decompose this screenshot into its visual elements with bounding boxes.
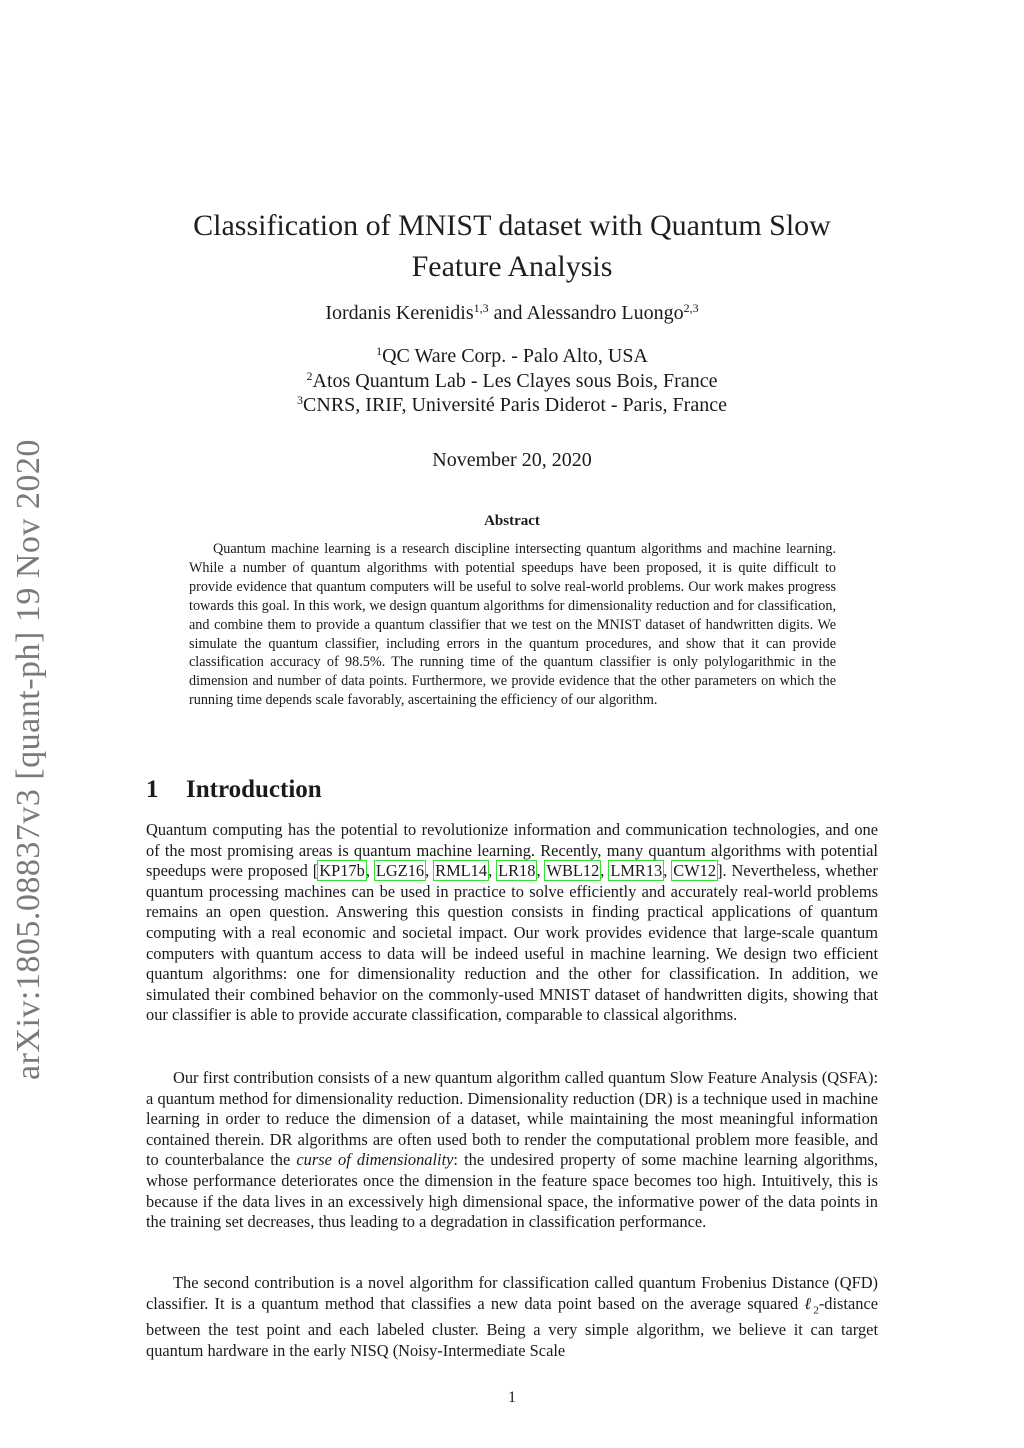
intro-paragraph: Quantum computing has the potential to revolutionize information and communication technologies, and one of the most promising areas is quantum machine learning. Recently, many quantum algorithms with potential speedups were proposed [KP17b, LGZ16, RML14, LR18, WBL12, LMR13, CW12]. Nevertheless, whether quantum processing machines can be used in practice to solve efficiently and accurately real-world problems remains an open question. Answering this question consists in finding practical applications of quantum computing with a real economic and societal impact. Our work provides evidence that large-scale quantum computers with quantum access to data will be indeed useful in machine learning. We design two efficient quantum algorithms: one for dimensionality reduction and the other for classification. In addition, we simulated their combined behavior on the commonly-used MNIST dataset of handwritten digits, showing that our classifier is able to provide accurate classification, comparable to classical algorithms.: [146, 820, 879, 1025]
section-title: Introduction: [186, 776, 322, 803]
author-affil-marker: 1,3: [473, 301, 489, 315]
paragraph-text: ]. Nevertheless, whether quantum processing machines can be used in practice to solve efficiently and accurately real-world problems remains an open question. Answering this question consists in finding practical applications of quantum computing with a real economic and societal impact. Our work provides evidence that large-scale quantum computers with quantum access to data will be indeed useful in machine learning. We design two efficient quantum algorithms: one for dimensionality reduction and the other for classification. In addition, we simulated their combined behavior on the commonly-used MNIST dataset of handwritten digits, showing that our classifier is able to provide accurate classification, comparable to classical algorithms.: [146, 861, 879, 1025]
paragraph-text: -distance between the test point and each labeled cluster. Being a very simple algorithm, we believe it can target quantum hardware in the early NISQ (Noisy-Intermediate Scale: [146, 1293, 878, 1361]
arxiv-identifier[interactable]: arXiv:1805.08837v3 [quant-ph] 19 Nov 2020: [10, 439, 47, 1080]
author-name: Alessandro Luongo: [526, 302, 684, 324]
abstract-heading: Abstract: [484, 513, 540, 529]
affiliation-marker: 3: [297, 393, 304, 407]
citation-link[interactable]: LGZ16: [375, 861, 425, 881]
publication-date: November 20, 2020: [432, 449, 592, 471]
page-number: 1: [508, 1389, 516, 1406]
author-name: Iordanis Kerenidis: [325, 302, 474, 324]
citation-link[interactable]: LR18: [498, 861, 536, 881]
citation-link[interactable]: KP17b: [319, 861, 365, 881]
author-affil-marker: 2,3: [683, 301, 699, 315]
abstract-body: Quantum machine learning is a research discipline intersecting quantum algorithms and machine learning. While a number of quantum algorithms with potential speedups have been proposed, it is quite difficult to provide evidence that quantum computers will be useful to solve real-world problems. Our work makes progress towards this goal. In this work, we design quantum algorithms for dimensionality reduction and for classification, and combine them to provide a quantum classifier that we test on the MNIST dataset of handwritten digits. We simulate the quantum classifier, including errors in the quantum procedures, and show that it can provide classification accuracy of 98.5%. The running time of the quantum classifier is only polylogarithmic in the dimension and number of data points. Furthermore, we provide evidence that the other parameters on which the running time depends scale favorably, ascertaining the efficiency of our algorithm.: [189, 541, 836, 709]
citation-link[interactable]: RML14: [435, 861, 488, 881]
paragraph-text: The second contribution is a novel algorithm for classification called quantum Frobenius Distance (QFD) classifier. It is a quantum method that classifies a new data point based on the average squared: [146, 1273, 878, 1313]
affiliation-marker: 1: [376, 344, 383, 358]
affiliation-marker: 2: [306, 368, 313, 383]
citation-link[interactable]: CW12: [673, 861, 717, 881]
affiliation-text: Atos Quantum Lab - Les Clayes sous Bois, France: [312, 369, 718, 392]
paragraph-text: Our first contribution consists of a new quantum algorithm called quantum Slow Feature Analysis (QSFA): a quantum method for dimensionality reduction. Dimensionality reduction (DR) is a technique used in machine learning in order to reduce the dimension of a dataset, while maintaining the most meaningful information contained therein. DR algorithms are often used both to render the computational problem more feasible, and to counterbalance the: [146, 1068, 878, 1170]
paragraph-text: Quantum computing has the potential to revolutionize information and communication technologies, and one of the most promising areas is quantum machine learning. Recently, many quantum algorithms with potential speedups were proposed [: [146, 820, 878, 881]
affiliation: [150, 369, 874, 394]
affiliation: [150, 344, 874, 369]
citation-link[interactable]: WBL12: [546, 861, 600, 881]
affiliation-text: QC Ware Corp. - Palo Alto, USA: [382, 345, 648, 367]
math-subscript: 2: [813, 1303, 819, 1316]
affiliation-text: CNRS, IRIF, Université Paris Diderot - Paris, France: [303, 394, 727, 416]
intro-paragraph: [146, 1273, 878, 1362]
affiliation: [150, 393, 874, 418]
affiliations: [150, 344, 874, 418]
intro-paragraph: [146, 1068, 878, 1233]
paragraph-text: : the undesired property of some machine learning algorithms, whose performance deteriorates once the dimension in the feature space becomes too high. Intuitively, this is because if the data lives in an excessively high dimensional space, the informative power of the data points in the training set decreases, thus leading to a degradation in classification performance.: [146, 1150, 878, 1232]
citation-link[interactable]: LMR13: [610, 861, 663, 881]
author-joiner: and: [488, 302, 527, 324]
author-line: [150, 302, 874, 325]
paper-title: Classification of MNIST dataset with Quantum Slow Feature Analysis: [193, 209, 831, 283]
section-heading: [146, 776, 646, 804]
emphasized-term: curse of dimensionality: [296, 1150, 454, 1170]
math-symbol: ℓ: [804, 1293, 814, 1313]
section-number: 1: [146, 776, 159, 803]
